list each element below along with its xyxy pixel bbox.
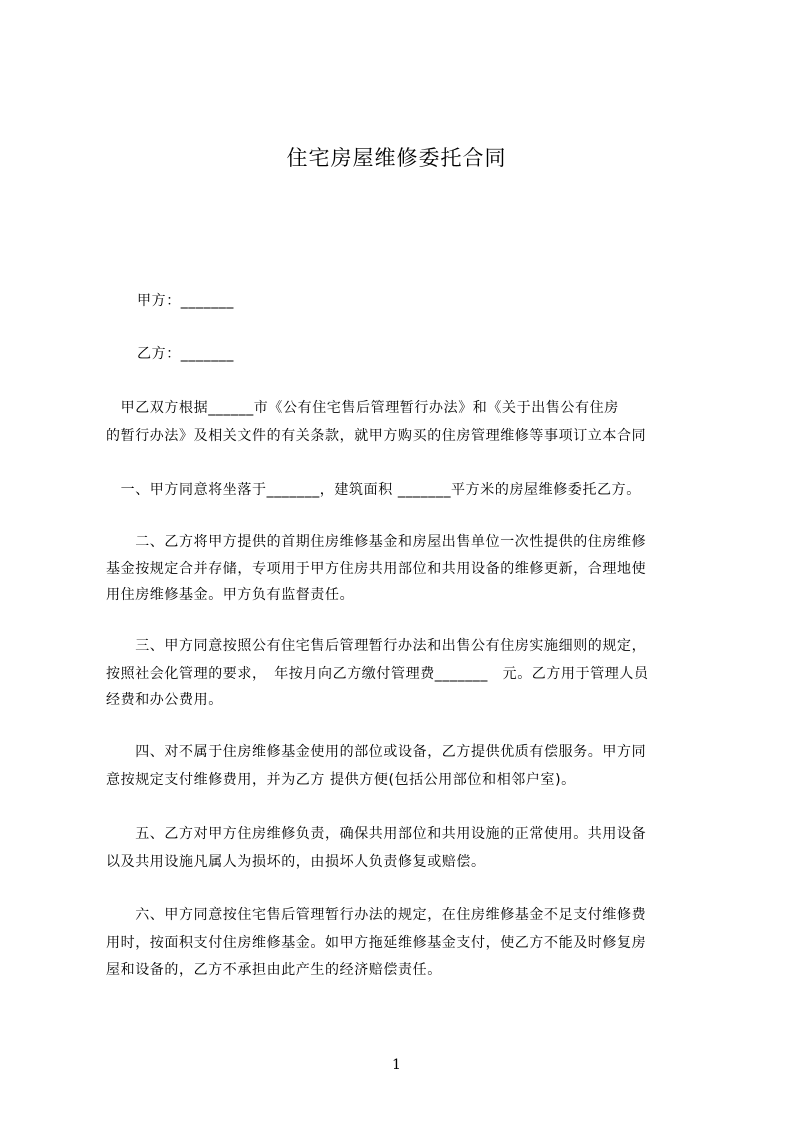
clause-5-line: 五、乙方对甲方住房维修负责，确保共用部位和共用设施的正常使用。共用设备 bbox=[106, 826, 647, 842]
clause-4-line: 意按规定支付维修费用，并为乙方 提供方便(包括公用部位和相邻户室)。 bbox=[106, 772, 576, 788]
clause-2-line: 二、乙方将甲方提供的首期住房维修基金和房屋出售单位一次性提供的住房维修 bbox=[106, 534, 647, 550]
clause-6-line: 六、甲方同意按住宅售后管理暂行办法的规定，在住房维修基金不足支付维修费 bbox=[106, 907, 647, 923]
clause-3-line: 经费和办公费用。 bbox=[106, 692, 223, 708]
clause-3-line: 按照社会化管理的要求， 年按月向乙方缴付管理费_______ 元。乙方用于管理人员 bbox=[106, 666, 649, 682]
preamble-line: 的暂行办法》及相关文件的有关条款，就甲方购买的住房管理维修等事项订立本合同 bbox=[106, 428, 647, 444]
document-title: 住宅房屋维修委托合同 bbox=[286, 146, 507, 170]
preamble-line: 甲乙双方根据______市《公有住宅售后管理暂行办法》和《关于出售公有住房 bbox=[106, 400, 619, 416]
clause-5-line: 以及共用设施凡属人为损坏的，由损坏人负责修复或赔偿。 bbox=[106, 854, 486, 870]
clause-4-line: 四、对不属于住房维修基金使用的部位或设备，乙方提供优质有偿服务。甲方同 bbox=[106, 744, 647, 760]
page-number: 1 bbox=[392, 1057, 401, 1073]
clause-2-line: 用住房维修基金。甲方负有监督责任。 bbox=[106, 587, 355, 603]
clause-6-line: 用时，按面积支付住房维修基金。如甲方拖延维修基金支付，使乙方不能及时修复房 bbox=[106, 935, 647, 951]
party-a-line: 甲方：_______ bbox=[137, 293, 234, 309]
party-b-line: 乙方：_______ bbox=[137, 346, 234, 362]
clause-6-line: 屋和设备的，乙方不承担由此产生的经济赔偿责任。 bbox=[106, 962, 442, 978]
clause-2-line: 基金按规定合并存储，专项用于甲方住房共用部位和共用设备的维修更新，合理地使 bbox=[106, 561, 647, 577]
clause-1-line: 一、甲方同意将坐落于_______，建筑面积 _______平方米的房屋维修委托乙方。 bbox=[106, 482, 641, 498]
clause-3-line: 三、甲方同意按照公有住宅售后管理暂行办法和出售公有住房实施细则的规定， bbox=[106, 638, 647, 654]
